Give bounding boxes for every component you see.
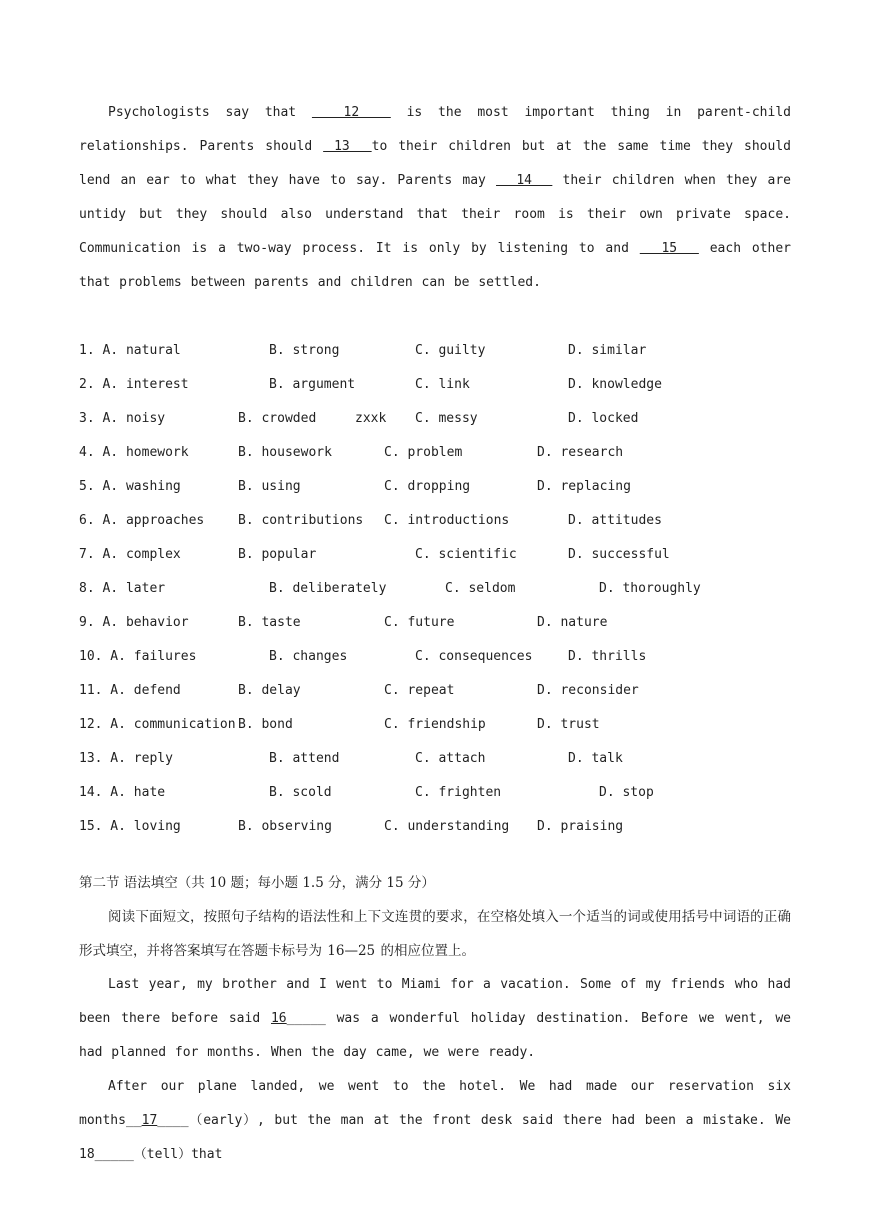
option-row [79, 776, 791, 810]
option-c: C. seldom [445, 581, 516, 596]
option-b: B. popular [238, 547, 317, 562]
option-c: C. dropping [384, 479, 471, 494]
option-a: 15. A. loving [79, 819, 181, 834]
option-a: 4. A. homework [79, 445, 189, 460]
blank-17: 17 [141, 1113, 158, 1128]
option-row [79, 504, 791, 538]
option-a: 3. A. noisy [79, 411, 166, 426]
option-d: D. trust [537, 717, 600, 732]
option-c: C. repeat [384, 683, 455, 698]
option-row [79, 538, 791, 572]
section-heading: 第二节 语法填空（共 10 题；每小题 1.5 分，满分 15 分） [79, 875, 435, 891]
option-c: C. consequences [415, 649, 533, 664]
option-row [79, 334, 791, 368]
option-c: C. guilty [415, 343, 486, 358]
option-d: D. locked [568, 411, 639, 426]
grammar-passage-paragraph-1 [79, 968, 791, 1070]
option-c: C. scientific [415, 547, 517, 562]
option-b: B. strong [269, 343, 340, 358]
option-d: D. talk [568, 751, 623, 766]
option-b: B. using [238, 479, 301, 494]
option-b: B. delay [238, 683, 301, 698]
option-b: B. deliberately [269, 581, 387, 596]
option-d: D. nature [537, 615, 608, 630]
option-d: D. thrills [568, 649, 647, 664]
option-d: D. research [537, 445, 624, 460]
option-a: 5. A. washing [79, 479, 181, 494]
passage-text: was a wonderful holiday destination. Before we went, we had planned for months. When the day came, we were ready. [79, 1011, 791, 1060]
passage-text: their children when they are untidy but they should also understand that their room is their own private space. Communication is a two-way process. It is only by listening to and [79, 173, 791, 256]
option-a: 10. A. failures [79, 649, 197, 664]
option-b: B. taste [238, 615, 301, 630]
option-d: D. similar [568, 343, 647, 358]
option-b: B. attend [269, 751, 340, 766]
option-row [79, 436, 791, 470]
option-a: 13. A. reply [79, 751, 173, 766]
blank-13: 13 [323, 139, 372, 154]
option-c: C. messy [415, 411, 478, 426]
option-d: D. thoroughly [599, 581, 701, 596]
passage-text: each other that problems between parents and children can be settled. [79, 241, 792, 290]
option-d: D. reconsider [537, 683, 639, 698]
grammar-passage-paragraph-2 [79, 1070, 791, 1172]
blank-16-line: _____ [286, 1011, 326, 1026]
option-c: C. attach [415, 751, 486, 766]
option-row [79, 402, 791, 436]
option-b: B. argument [269, 377, 356, 392]
option-row [79, 640, 791, 674]
option-a: 7. A. complex [79, 547, 181, 562]
option-a: 14. A. hate [79, 785, 166, 800]
blank-14: 14 [496, 173, 553, 188]
option-d: D. stop [599, 785, 654, 800]
option-a: 11. A. defend [79, 683, 181, 698]
blank-15: 15 [639, 241, 699, 256]
option-b: B. contributions [238, 513, 364, 528]
option-c: C. frighten [415, 785, 502, 800]
option-b: B. crowded [238, 411, 317, 426]
option-b: B. bond [238, 717, 293, 732]
option-a: 1. A. natural [79, 343, 181, 358]
option-c: C. future [384, 615, 455, 630]
answer-options-list [79, 334, 791, 844]
passage-text: Psychologists say that [108, 105, 312, 120]
option-a: 12. A. communication [79, 717, 236, 732]
option-a: 2. A. interest [79, 377, 189, 392]
option-d: D. knowledge [568, 377, 662, 392]
section-instructions: 阅读下面短文，按照句子结构的语法性和上下文连贯的要求，在空格处填入一个适当的词或使用括号中词语的正确形式填空，并将答案填写在答题卡标号为 16—25 的相应位置上。 [79, 909, 791, 959]
option-row [79, 368, 791, 402]
option-d: D. attitudes [568, 513, 662, 528]
option-c: C. link [415, 377, 470, 392]
option-row [79, 742, 791, 776]
option-row [79, 810, 791, 844]
option-c: C. introductions [384, 513, 510, 528]
exam-page [79, 96, 791, 1172]
option-row [79, 470, 791, 504]
option-row [79, 572, 791, 606]
passage-text: （early）, but the man at the front desk said there had been a mistake. We 18_____（tell）that [79, 1113, 791, 1162]
option-d: D. praising [537, 819, 624, 834]
reading-passage [79, 96, 791, 300]
option-b: B. housework [238, 445, 332, 460]
passage-text: After our plane landed, we went to the hotel. We had made our reservation six months [79, 1079, 791, 1128]
option-row [79, 606, 791, 640]
option-mark: zxxk [355, 411, 387, 426]
option-row [79, 708, 791, 742]
option-c: C. understanding [384, 819, 510, 834]
blank-17-line: __ [125, 1113, 142, 1128]
option-a: 9. A. behavior [79, 615, 189, 630]
option-d: D. replacing [537, 479, 631, 494]
option-b: B. scold [269, 785, 332, 800]
blank-17-line: ____ [157, 1113, 189, 1128]
option-c: C. problem [384, 445, 463, 460]
blank-16: 16 [270, 1011, 287, 1026]
passage-text: Last year, my brother and I went to Miami for a vacation. Some of my friends who had been there before said [79, 977, 791, 1026]
passage-text: to their children but at the same time they should lend an ear to what they have to say. Parents may [79, 139, 791, 188]
blank-12: 12 [311, 105, 391, 120]
option-a: 6. A. approaches [79, 513, 205, 528]
option-c: C. friendship [384, 717, 486, 732]
option-b: B. changes [269, 649, 348, 664]
option-row [79, 674, 791, 708]
passage-text: is the most important thing in parent-child relationships. Parents should [79, 105, 791, 154]
option-d: D. successful [568, 547, 670, 562]
option-a: 8. A. later [79, 581, 166, 596]
option-b: B. observing [238, 819, 332, 834]
